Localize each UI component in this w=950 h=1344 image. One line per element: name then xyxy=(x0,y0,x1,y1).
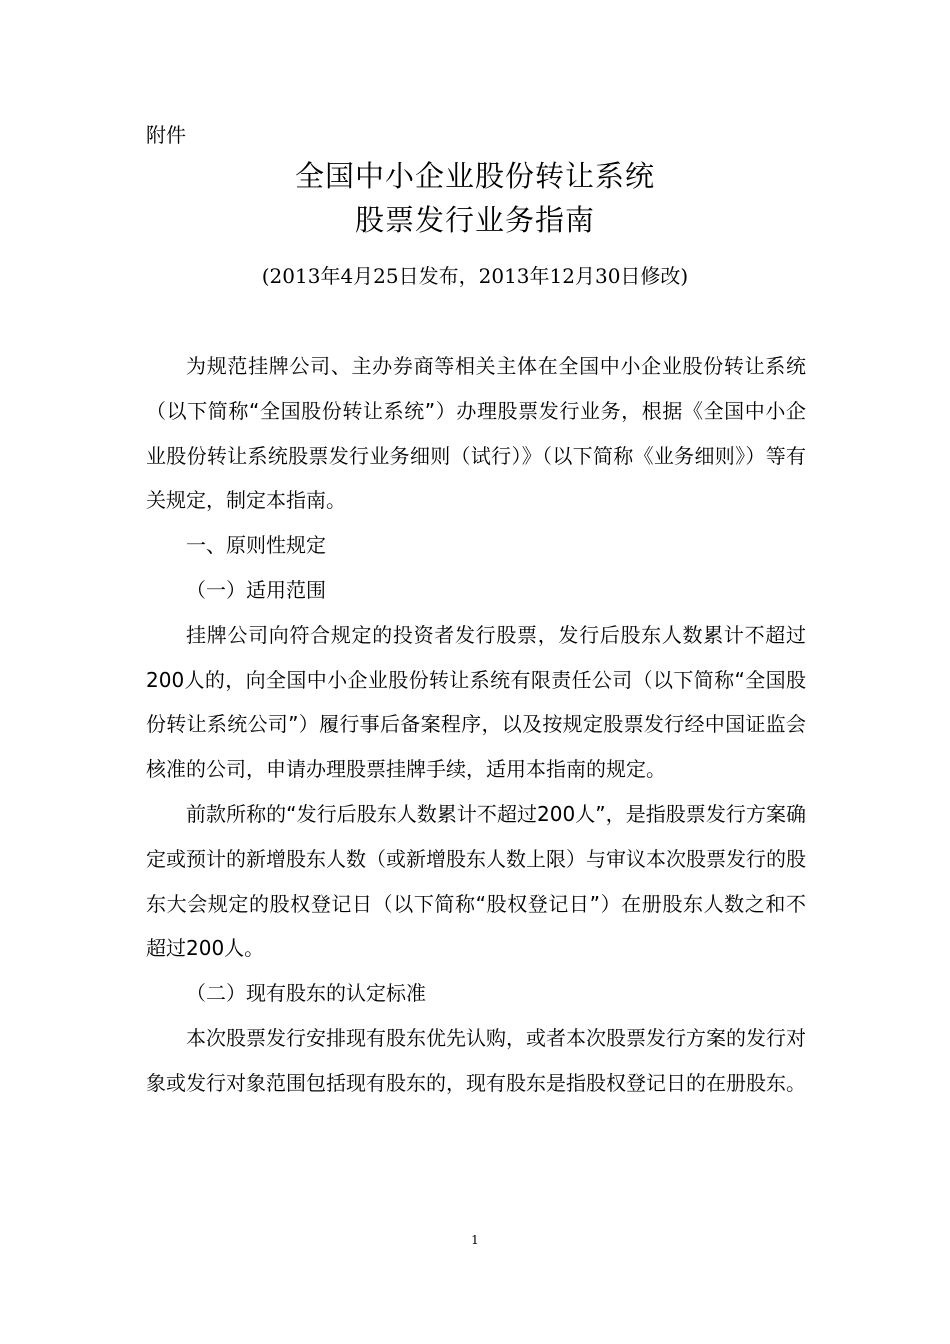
intro-paragraph: 为规范挂牌公司、主办券商等相关主体在全国中小企业股份转让系统（以下简称“全国股份转让系统”）办理股票发行业务，根据《全国中小企业股份转让系统股票发行业务细则（试行）》（以下简称《业务细则》）等有关规定，制定本指南。 xyxy=(146,354,806,513)
attachment-label: 附件 xyxy=(146,123,186,147)
body-paragraph: 前款所称的“发行后股东人数累计不超过200人”，是指股票发行方案确定或预计的新增股东人数（或新增股东人数上限）与审议本次股票发行的股东大会规定的股权登记日（以下简称“股权登记日”）在册股东人数之和不超过200人。 xyxy=(146,801,806,961)
document-body xyxy=(146,344,806,1106)
document-title-line-1: 全国中小企业股份转让系统 xyxy=(294,159,655,193)
body-paragraph: 本次股票发行安排现有股东优先认购，或者本次股票发行方案的发行对象或发行对象范围包括现有股东的，现有股东是指股权登记日的在册股东。 xyxy=(146,1025,806,1095)
page-number: 1 xyxy=(471,1233,479,1247)
body-paragraph: 挂牌公司向符合规定的投资者发行股票，发行后股东人数累计不超过200人的，向全国中小企业股份转让系统有限责任公司（以下简称“全国股份转让系统公司”）履行事后备案程序，以及按规定股票发行经中国证监会核准的公司，申请办理股票挂牌手续，适用本指南的规定。 xyxy=(146,622,806,782)
subsection-heading: （一）适用范围 xyxy=(186,577,326,602)
document-title-line-2: 股票发行业务指南 xyxy=(354,203,595,237)
document-date-note: (2013年4月25日发布，2013年12月30日修改) xyxy=(261,264,689,288)
subsection-heading: （二）现有股东的认定标准 xyxy=(186,981,426,1006)
section-heading: 一、原则性规定 xyxy=(186,533,326,558)
